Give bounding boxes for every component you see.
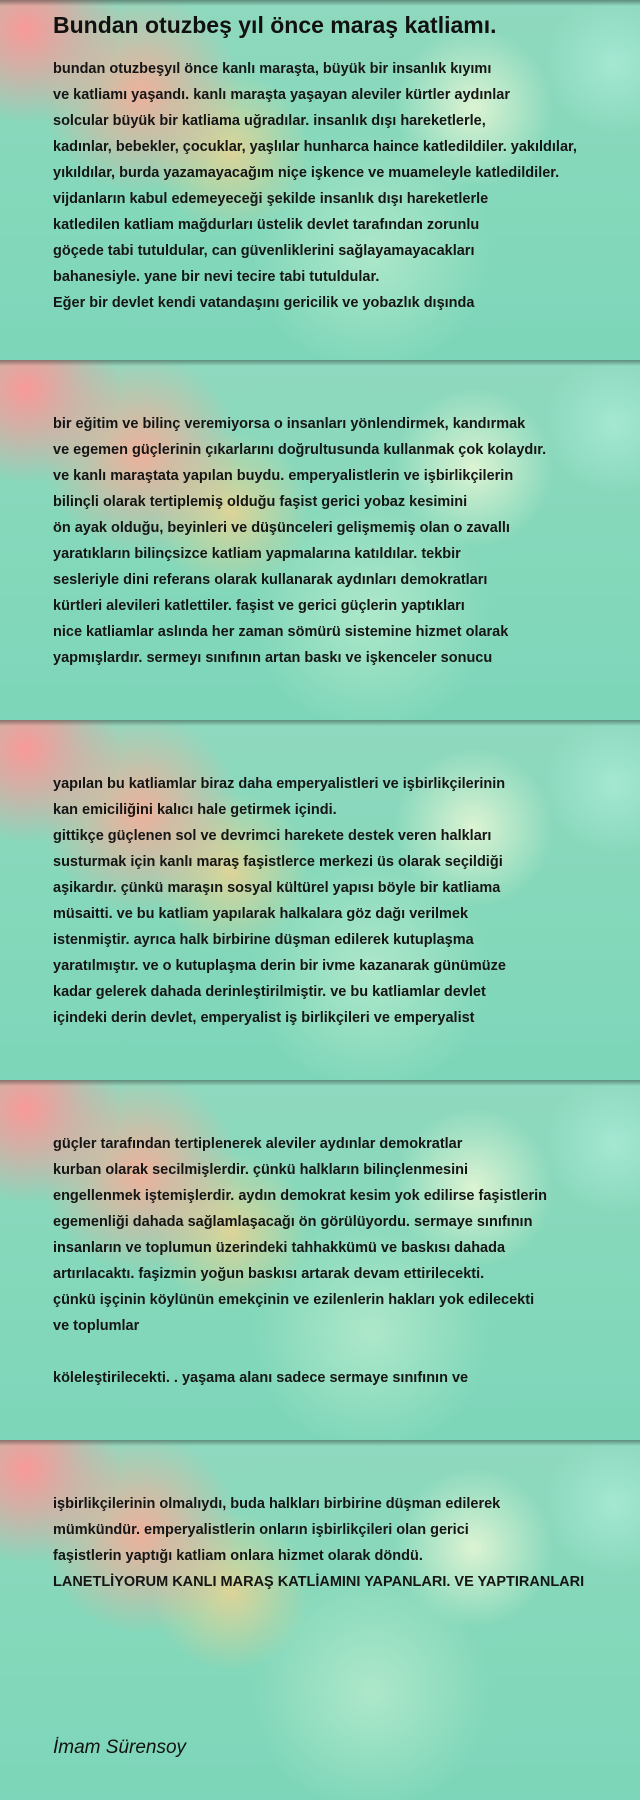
text-panel-5 bbox=[0, 1440, 640, 1800]
poem-line: ve egemen güçlerinin çıkarlarını doğrultusunda kullanmak çok kolaydır. bbox=[53, 442, 547, 458]
poem-line: güçler tarafından tertiplenerek aleviler aydınlar demokratlar bbox=[53, 1136, 463, 1152]
poem-line: ve toplumlar bbox=[53, 1318, 140, 1334]
poem-line: ve katliamı yaşandı. kanlı maraşta yaşayan aleviler kürtler aydınlar bbox=[53, 87, 511, 103]
panel-lines bbox=[53, 1491, 640, 1595]
panel-lines bbox=[53, 1131, 640, 1391]
poem-line: vijdanların kabul edemeyeceği şekilde insanlık dışı hareketlerle bbox=[53, 191, 489, 207]
poem-line: bir eğitim ve bilinç veremiyorsa o insanları yönlendirmek, kandırmak bbox=[53, 416, 526, 432]
poem-line: susturmak için kanlı maraş faşistlerce merkezi üs olarak seçildiği bbox=[53, 854, 503, 870]
poem-title: Bundan otuzbeş yıl önce maraş katliamı. bbox=[53, 12, 497, 38]
poem-line: yaratıkların bilinçsizce katliam yapmalarına katıldılar. tekbir bbox=[53, 546, 461, 562]
poem-line: köleleştirilecekti. . yaşama alanı sadece sermaye sınıfının ve bbox=[53, 1370, 469, 1386]
poem-line: egemenliği dahada sağlamlaşacağı ön görülüyordu. sermaye sınıfının bbox=[53, 1214, 533, 1230]
poem-line: yaratılmıştır. ve o kutuplaşma derin bir ivme kazanarak günümüze bbox=[53, 958, 506, 974]
poem-line: yıkıldılar, burda yazamayacağım niçe işkence ve muameleyle katledildiler. bbox=[53, 165, 560, 181]
poem-line: istenmiştir. ayrıca halk birbirine düşman edilerek kutuplaşma bbox=[53, 932, 474, 948]
poem-line: çünkü işçinin köylünün emekçinin ve ezilenlerin hakları yok edilecekti bbox=[53, 1292, 535, 1308]
poem-line: aşikardır. çünkü maraşın sosyal kültürel yapısı böyle bir katliama bbox=[53, 880, 501, 896]
poem-line: engellenmek iştemişlerdir. aydın demokrat kesim yok edilirse faşistlerin bbox=[53, 1188, 548, 1204]
poem-line: faşistlerin yaptığı katliam onlara hizmet olarak döndü. bbox=[53, 1548, 423, 1564]
poem-line: gittikçe güçlenen sol ve devrimci harekete destek veren halkları bbox=[53, 828, 492, 844]
poem-line: bilinçli olarak tertiplemiş olduğu faşist gerici yobaz kesimini bbox=[53, 494, 468, 510]
poem-line: LANETLİYORUM KANLI MARAŞ KATLİAMINI YAPANLARI. VE YAPTIRANLARI bbox=[53, 1574, 585, 1590]
poem-line: solcular büyük bir katliama uğradılar. insanlık dışı hareketlerle, bbox=[53, 113, 486, 129]
poem-line: kurban olarak secilmişlerdir. çünkü halkların bilinçlenmesini bbox=[53, 1162, 469, 1178]
poem-line: kan emiciliğini kalıcı hale getirmek içindi. bbox=[53, 802, 337, 818]
poem-line: kadar gelerek dahada derinleştirilmiştir. ve bu katliamlar devlet bbox=[53, 984, 486, 1000]
poem-line: kürtleri alevileri katlettiler. faşist ve gerici güçlerin yaptıkları bbox=[53, 598, 465, 614]
poem-line: mümkündür. emperyalistlerin onların işbirlikçileri olan gerici bbox=[53, 1522, 469, 1538]
author-signature: İmam Sürensoy bbox=[53, 1737, 187, 1758]
poem-line: bahanesiyle. yane bir nevi tecire tabi tutuldular. bbox=[53, 269, 380, 285]
text-panel-1 bbox=[0, 0, 640, 360]
poem-line: ve kanlı maraştata yapılan buydu. emperyalistlerin ve işbirlikçilerin bbox=[53, 468, 514, 484]
poem-line: ön ayak olduğu, beyinleri ve düşünceleri gelişmemiş olan o zavallı bbox=[53, 520, 510, 536]
panel-lines bbox=[53, 771, 640, 1031]
text-panel-4 bbox=[0, 1080, 640, 1440]
text-panel-2 bbox=[0, 360, 640, 720]
poem-line: yapılan bu katliamlar biraz daha emperyalistleri ve işbirlikçilerinin bbox=[53, 776, 506, 792]
poem-line bbox=[53, 1339, 640, 1365]
poem-line: insanların ve toplumun üzerindeki tahhakkümü ve baskısı dahada bbox=[53, 1240, 506, 1256]
poem-line: kadınlar, bebekler, çocuklar, yaşlılar hunharca haince katledildiler. yakıldılar, bbox=[53, 139, 577, 155]
text-panel-3 bbox=[0, 720, 640, 1080]
poem-line: artırılacaktı. faşizmin yoğun baskısı artarak devam ettirilecekti. bbox=[53, 1266, 485, 1282]
poem-line: katledilen katliam mağdurları üstelik devlet tarafından zorunlu bbox=[53, 217, 480, 233]
poem-line: göçede tabi tutuldular, can güvenliklerini sağlayamayacakları bbox=[53, 243, 475, 259]
poem-line: nice katliamlar aslında her zaman sömürü sistemine hizmet olarak bbox=[53, 624, 509, 640]
poem-line: bundan otuzbeşyıl önce kanlı maraşta, büyük bir insanlık kıyımı bbox=[53, 61, 492, 77]
poem-line: içindeki derin devlet, emperyalist iş birlikçileri ve emperyalist bbox=[53, 1010, 475, 1026]
poem-line: müsaitti. ve bu katliam yapılarak halkalara göz dağı verilmek bbox=[53, 906, 469, 922]
poem-line: sesleriyle dini referans olarak kullanarak aydınları demokratları bbox=[53, 572, 488, 588]
poem-line: Eğer bir devlet kendi vatandaşını gericilik ve yobazlık dışında bbox=[53, 295, 475, 311]
poem-line: yapmışlardır. sermeyı sınıfının artan baskı ve işkenceler sonucu bbox=[53, 650, 493, 666]
panel-lines bbox=[53, 411, 640, 671]
panel-lines bbox=[53, 56, 640, 316]
poem-line: işbirlikçilerinin olmalıydı, buda halkları birbirine düşman edilerek bbox=[53, 1496, 501, 1512]
